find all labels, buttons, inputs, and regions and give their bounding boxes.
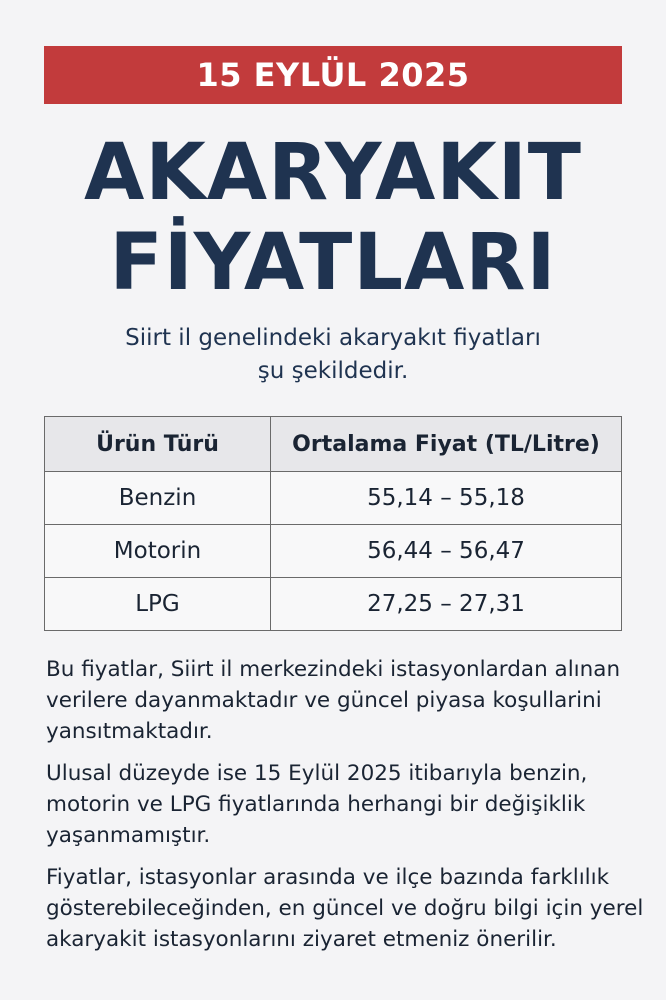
page-title — [0, 128, 666, 308]
paragraph-national: Ulusal düzeyde ise 15 Eylül 2025 itibarıyla benzin, motorin ve LPG fiyatlarında herhangi bir değişiklik yaşanmamıştır. — [46, 761, 588, 848]
title-line-2: FİYATLARI — [109, 218, 557, 308]
cell-product: Motorin — [45, 525, 271, 578]
price-table — [44, 416, 622, 631]
cell-product: Benzin — [45, 472, 271, 525]
cell-price: 56,44 – 56,47 — [271, 525, 622, 578]
table-row — [45, 578, 622, 631]
paragraph-advice: Fiyatlar, istasyonlar arasında ve ilçe bazında farklılık gösterebileceğinden, en güncel ve doğru bilgi için yerel akaryakit istasyonlarını ziyaret etmeniz önerilir. — [46, 865, 644, 952]
date-text: 15 EYLÜL 2025 — [196, 56, 470, 94]
subtitle-line-1: Siirt il genelindeki akaryakıt fiyatları — [125, 325, 541, 351]
paragraph-source: Bu fiyatlar, Siirt il merkezindeki istasyonlardan alınan verilere dayanmaktadır ve güncel piyasa koşullarini yansıtmaktadır. — [46, 657, 621, 744]
table-header-row — [45, 417, 622, 472]
subtitle-line-2: şu şekildedir. — [257, 358, 409, 384]
body-text — [46, 654, 646, 966]
date-banner — [44, 46, 622, 104]
table-row — [45, 525, 622, 578]
cell-price: 55,14 – 55,18 — [271, 472, 622, 525]
table-row — [45, 472, 622, 525]
cell-price: 27,25 – 27,31 — [271, 578, 622, 631]
subtitle — [40, 322, 626, 388]
header-price: Ortalama Fiyat (TL/Litre) — [271, 417, 622, 472]
cell-product: LPG — [45, 578, 271, 631]
title-line-1: AKARYAKIT — [83, 128, 583, 218]
header-product: Ürün Türü — [45, 417, 271, 472]
